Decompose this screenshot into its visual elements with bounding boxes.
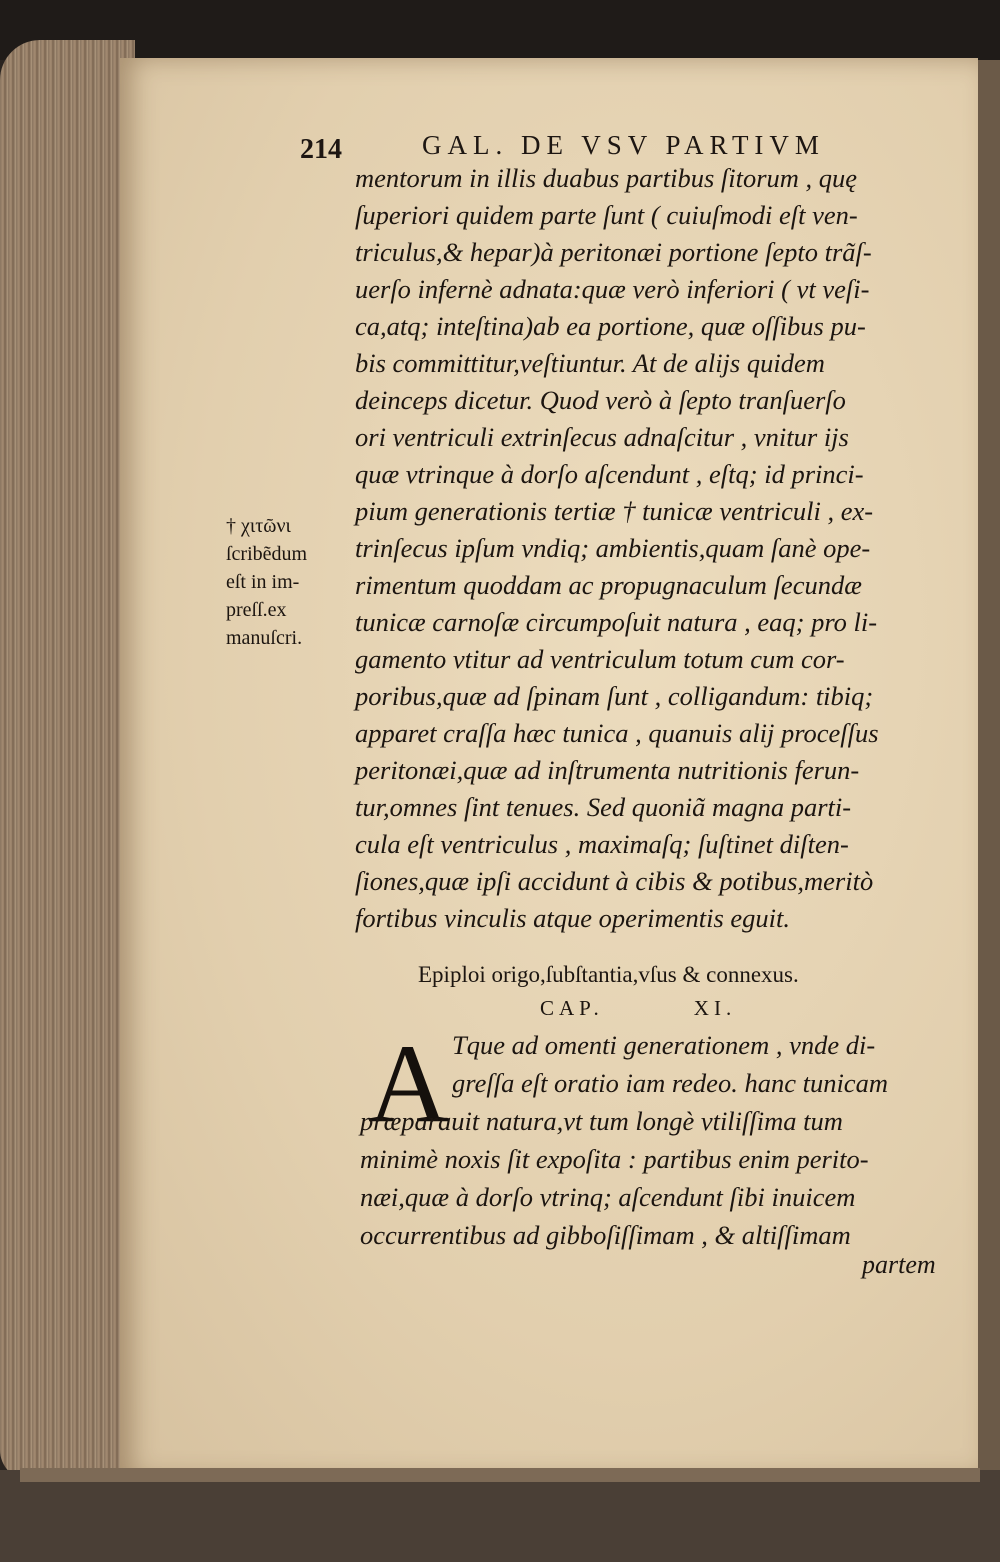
running-title: GAL. DE VSV PARTIVM xyxy=(422,130,825,160)
chapter-number: XI. xyxy=(693,996,737,1020)
drop-cap: A xyxy=(368,1022,449,1146)
text-line: næi,quæ à dorſo vtrinq; aſcendunt ſibi inuicem xyxy=(360,1182,856,1212)
text-line: bis committitur,veſtiuntur. At de alijs quidem xyxy=(355,348,825,378)
text-line: ori ventriculi extrinſecus adnaſcitur , vnitur ijs xyxy=(355,422,849,452)
marginal-line: † χιτῶνι xyxy=(226,515,291,537)
text-line: ca,atq; inteſtina)ab ea portione, quæ oſſibus pu- xyxy=(355,311,866,341)
marginal-line: ſcribẽdum xyxy=(226,543,308,565)
chapter-title: Epiploi origo,ſubſtantia,vſus & connexus. xyxy=(418,962,799,987)
text-line: minimè noxis ſit expoſita : partibus enim perito- xyxy=(360,1144,869,1174)
text-line: uerſo infernè adnata:quæ verò inferiori ( vt veſi- xyxy=(355,274,870,304)
text-line: occurrentibus ad gibboſiſſimam , & altiſſimam xyxy=(360,1220,851,1250)
text-line: poribus,quæ ad ſpinam ſunt , colligandum: tibiq; xyxy=(355,681,874,711)
text-line: pium generationis tertiæ † tunicæ ventriculi , ex- xyxy=(355,496,874,526)
text-line: quæ vtrinque à dorſo aſcendunt , eſtq; id princi- xyxy=(355,459,864,489)
scan-background-top xyxy=(0,0,1000,60)
marginal-note xyxy=(226,512,356,652)
marginal-line: preſſ.ex xyxy=(226,599,287,621)
text-line: trinſecus ipſum vndiq; ambientis,quam ſanè ope- xyxy=(355,533,871,563)
marginal-line: manuſcri. xyxy=(226,627,303,649)
text-line: apparet craſſa hæc tunica , quanuis alij proceſſus xyxy=(355,718,879,748)
text-line: tur,omnes ſint tenues. Sed quoniã magna parti- xyxy=(355,792,852,822)
text-line: greſſa eſt oratio iam redeo. hanc tunicam xyxy=(452,1068,888,1098)
book-bottom-edge xyxy=(20,1468,980,1482)
text-line: præparauit natura,vt tum longè vtiliſſima tum xyxy=(360,1106,843,1136)
page-right-shadow xyxy=(975,60,1000,1480)
page-number: 214 xyxy=(300,134,342,165)
text-line: triculus,& hepar)à peritonæi portione ſepto trãſ- xyxy=(355,237,872,267)
text-line: tunicæ carnoſæ circumpoſuit natura , eaq; pro li- xyxy=(355,607,878,637)
text-line: mentorum in illis duabus partibus ſitorum , quę xyxy=(355,163,858,193)
text-line: ſiones,quæ ipſi accidunt à cibis & potibus,meritò xyxy=(355,866,874,896)
text-line: gamento vtitur ad ventriculum totum cum cor- xyxy=(355,644,845,674)
text-line: fortibus vinculis atque operimentis eguit. xyxy=(355,903,790,933)
marginal-line: eſt in im- xyxy=(226,571,300,593)
catchword: partem xyxy=(862,1250,936,1279)
text-line: deinceps dicetur. Quod verò à ſepto tranſuerſo xyxy=(355,385,846,415)
chapter-heading xyxy=(540,996,840,1021)
scan-background-bottom xyxy=(0,1470,1000,1562)
chapter-label: CAP. xyxy=(540,996,604,1020)
text-line: ſuperiori quidem parte ſunt ( cuiuſmodi eſt ven- xyxy=(355,200,858,230)
text-line: Tque ad omenti generationem , vnde di- xyxy=(452,1030,876,1060)
text-line: cula eſt ventriculus , maximaſq; ſuſtinet diſten- xyxy=(355,829,849,859)
main-text xyxy=(355,160,955,937)
text-line: rimentum quoddam ac propugnaculum ſecundæ xyxy=(355,570,862,600)
book-page-edges xyxy=(0,40,135,1480)
text-line: peritonæi,quæ ad inſtrumenta nutritionis ferun- xyxy=(355,755,860,785)
chapter-text xyxy=(360,1022,960,1254)
